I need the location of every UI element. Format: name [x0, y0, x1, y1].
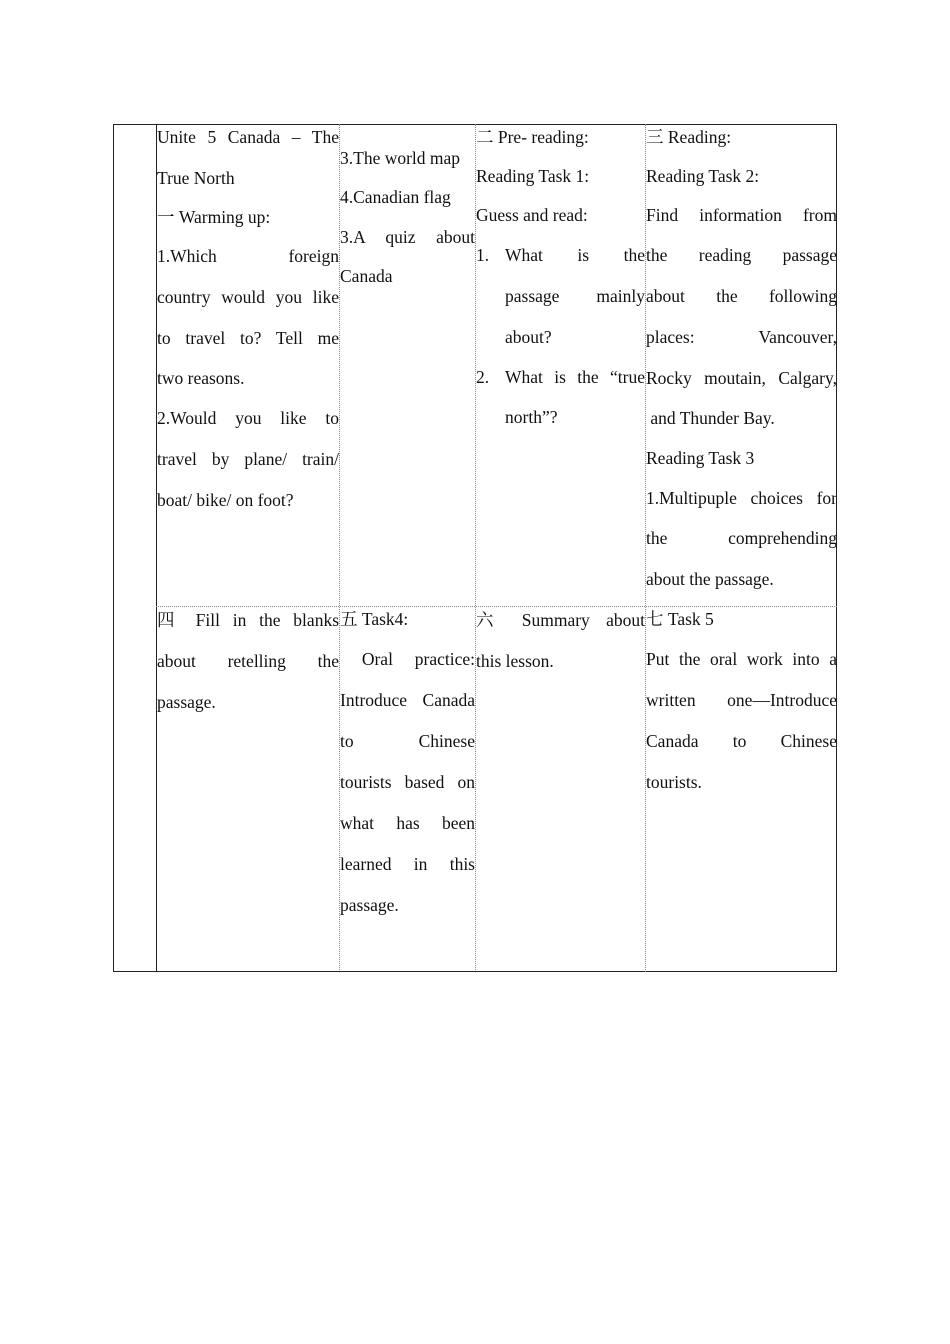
task-3-line-2: the comprehending: [646, 528, 837, 548]
material-canadian-flag: 4.Canadian flag: [340, 187, 451, 207]
cell-reading: [646, 118, 837, 600]
cell-task-4: [340, 600, 475, 926]
pre-question-1: [476, 235, 645, 276]
summary-line-1: 六 Summary about: [476, 610, 645, 630]
pre-question-1-line-2: passage mainly: [505, 286, 645, 306]
pre-question-2-line-1: What is the “true: [505, 367, 645, 387]
fill-blanks-line-2: about retelling the: [157, 651, 339, 671]
fill-blanks-line-3: passage.: [157, 692, 216, 712]
lesson-title-line-1: Unite 5 Canada – The: [157, 127, 339, 147]
task-3-line-1: 1.Multipuple choices for: [646, 488, 837, 508]
task-5-line-2: Put the oral work into a: [646, 649, 837, 669]
task-5-line-4: Canada to Chinese: [646, 731, 837, 751]
pre-question-2-number: 2.: [476, 367, 490, 387]
reading-heading: 三 Reading:: [646, 127, 732, 147]
cell-materials: [340, 139, 475, 297]
task-5-heading: 七 Task 5: [646, 609, 714, 629]
task-5-line-3: written one—Introduce: [646, 690, 837, 710]
task-3-line-3: about the passage.: [646, 569, 774, 589]
pre-question-1-number: 1.: [476, 245, 490, 265]
task-2-line-5: Rocky moutain, Calgary,: [646, 368, 837, 388]
question-2-line-1: 2.Would you like to: [157, 408, 339, 428]
table-bottom-rule: [156, 971, 645, 972]
question-1-line-1: 1.Which foreign: [157, 246, 339, 266]
task-2-line-1: Find information from: [646, 205, 837, 225]
task-5-line-5: tourists.: [646, 772, 702, 792]
question-2-line-2: travel by plane/ train/: [157, 449, 339, 469]
task-4-line-7: learned in this: [340, 854, 475, 874]
cell-summary: [476, 600, 645, 682]
cell-fill-blanks: [157, 600, 339, 723]
pre-question-2: [476, 358, 645, 397]
cell-warming-up: [157, 117, 339, 521]
task-4-line-5: tourists based on: [340, 772, 475, 792]
task-2-line-2: the reading passage: [646, 245, 837, 265]
fill-blanks-line-1: 四 Fill in the blanks: [157, 610, 339, 630]
question-1-line-4: two reasons.: [157, 368, 245, 388]
task-4-line-3: Introduce Canada: [340, 690, 475, 710]
pre-question-2-line-2: north”?: [505, 407, 558, 427]
pre-question-1-line-3: about?: [505, 327, 552, 347]
material-world-map: 3.The world map: [340, 148, 461, 168]
task-4-heading: 五 Task4:: [340, 609, 409, 629]
task-4-line-4: to Chinese: [340, 731, 475, 751]
question-1-line-2: country would you like: [157, 287, 339, 307]
reading-task-3: Reading Task 3: [646, 448, 755, 468]
reading-task-1: Reading Task 1:: [476, 166, 590, 186]
cell-task-5: [646, 600, 837, 803]
pre-reading-heading: 二 Pre- reading:: [476, 127, 589, 147]
summary-line-2: this lesson.: [476, 651, 554, 671]
guess-and-read: Guess and read:: [476, 205, 588, 225]
task-4-line-2: Oral practice:: [340, 649, 476, 669]
question-2-line-3: boat/ bike/ on foot?: [157, 490, 294, 510]
task-2-line-6: and Thunder Bay.: [646, 408, 775, 428]
lesson-title-line-2: True North: [157, 168, 235, 188]
task-4-line-6: what has been: [340, 813, 475, 833]
warming-up-heading: 一 Warming up:: [157, 207, 271, 227]
task-2-line-3: about the following: [646, 286, 837, 306]
cell-pre-reading: [476, 118, 645, 438]
task-4-line-8: passage.: [340, 895, 399, 915]
question-1-line-3: to travel to? Tell me: [157, 328, 339, 348]
pre-question-1-line-1: What is the: [505, 245, 645, 265]
reading-task-2: Reading Task 2:: [646, 166, 760, 186]
task-2-line-4: places: Vancouver,: [646, 327, 837, 347]
material-quiz-line-2: Canada: [340, 266, 393, 286]
material-quiz-line-1: 3.A quiz about: [340, 227, 475, 247]
